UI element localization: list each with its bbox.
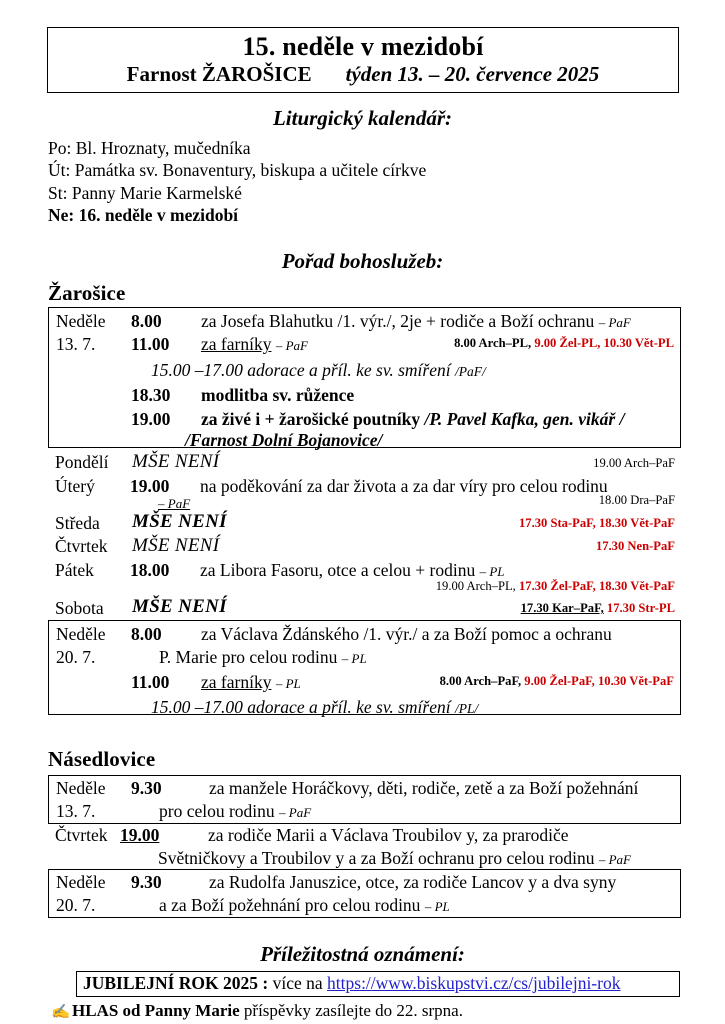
- day-label: Čtvrtek: [55, 536, 108, 556]
- liturgical-calendar-heading: Liturgický kalendář:: [272, 106, 453, 130]
- weekday-row-ctvrtek: [48, 536, 681, 559]
- table-row: [49, 670, 680, 695]
- priest-annotation: – PaF: [275, 338, 308, 353]
- day-label: Neděle: [56, 624, 106, 644]
- intention-body: za Libora Fasoru, otce a celou + rodinu: [200, 560, 476, 580]
- day-label: Sobota: [55, 598, 104, 618]
- jubilee-announcement-box: [76, 971, 680, 997]
- time-value: 18.00: [130, 560, 170, 580]
- table-row: [48, 476, 681, 499]
- intention-text: [159, 801, 311, 822]
- day-label: Pátek: [55, 560, 94, 580]
- priest-annotation: – PL: [424, 899, 450, 914]
- date-label: 20. 7.: [56, 895, 96, 915]
- date-label: 13. 7.: [56, 801, 96, 821]
- schedule-heading: Pořad bohoslužeb:: [281, 249, 444, 273]
- header-title-box: [47, 27, 679, 93]
- time-value: 11.00: [131, 672, 170, 692]
- adoration-body: 15.00 –17.00 adorace a příl. ke sv. smíření: [151, 697, 451, 717]
- list-item: Ne: 16. neděle v mezidobí: [48, 204, 239, 225]
- table-row: [48, 452, 681, 475]
- table-row: [49, 408, 680, 430]
- priest-annotation: – PL: [341, 651, 367, 666]
- other-parishes-note: [454, 336, 674, 351]
- parish-name: Farnost ŽAROŠICE: [126, 62, 312, 87]
- table-row: [49, 872, 680, 895]
- intention-text: na poděkování za dar života a za dar víry pro celou rodinu: [200, 476, 608, 496]
- table-row: [48, 598, 681, 621]
- other-parishes-note: 18.00 Dra–PaF: [598, 493, 675, 507]
- table-row: [48, 513, 681, 536]
- time-value: 9.30: [131, 778, 162, 798]
- table-row: [49, 695, 680, 718]
- intention-body: P. Marie pro celou rodinu: [159, 647, 338, 667]
- other-parishes-note: 19.00 Arch–PaF: [593, 456, 675, 470]
- adoration-body: 15.00 –17.00 adorace a příl. ke sv. smíření: [151, 360, 451, 380]
- day-label: Neděle: [56, 311, 106, 331]
- priest-annotation: – PaF: [598, 315, 631, 330]
- table-row: [49, 430, 680, 453]
- priest-annotation: /PL/: [454, 701, 479, 716]
- note-black-text: 19.00 Arch–PL,: [435, 579, 516, 593]
- nasedlovice-sunday-13-7-box: [48, 775, 681, 824]
- table-row: [49, 334, 680, 357]
- table-row: [48, 848, 681, 871]
- time-value: 8.00: [131, 624, 162, 644]
- intention-text: [201, 334, 308, 355]
- zarosice-sunday-20-7-box: [48, 620, 681, 715]
- day-label: Neděle: [56, 872, 106, 892]
- header-subtitle: [48, 62, 678, 87]
- day-label: Neděle: [56, 778, 106, 798]
- intention-body: za farníky: [201, 672, 272, 692]
- other-parishes-note: [521, 601, 675, 616]
- note-black: 8.00 Arch–PaF,: [439, 674, 522, 688]
- intention-text: za rodiče Marii a Václava Troubilov y, za prarodiče: [208, 825, 569, 845]
- jubilee-label: JUBILEJNÍ ROK 2025 :: [83, 973, 269, 993]
- intention-text: [159, 647, 367, 668]
- time-value: 19.00: [120, 825, 160, 845]
- day-label: Pondělí: [55, 452, 109, 472]
- time-value: 11.00: [131, 334, 170, 354]
- day-label: Středa: [55, 513, 100, 533]
- priest-annotation: – PaF: [598, 852, 631, 867]
- zarosice-sunday-13-7-box: [48, 307, 681, 448]
- table-row: [49, 647, 680, 670]
- intention-body: pro celou rodinu: [159, 801, 275, 821]
- announcements-heading: Příležitostná oznámení:: [260, 942, 465, 966]
- date-label: 20. 7.: [56, 647, 96, 667]
- intention-text: za Rudolfa Januszice, otce, za rodiče Lancov y a dva syny: [209, 872, 617, 892]
- table-row: [49, 357, 680, 383]
- table-row: [49, 778, 680, 801]
- note-red: 17.30 Str-PL: [606, 601, 675, 615]
- no-mass-label: MŠE NENÍ: [132, 535, 220, 556]
- priest-annotation: – PaF: [279, 805, 312, 820]
- liturgical-calendar-list: [48, 137, 688, 226]
- table-row: [49, 801, 680, 824]
- table-row: [49, 311, 680, 334]
- note-black: 8.00 Arch–PL,: [454, 336, 532, 350]
- other-parishes-note: [440, 674, 674, 689]
- intention-text: za Václava Ždánského /1. výr./ a za Boží pomoc a ochranu: [201, 624, 612, 644]
- weekday-row-sobota: [48, 598, 681, 621]
- time-value: 18.30: [131, 385, 171, 405]
- day-label: Čtvrtek: [55, 825, 108, 845]
- date-label: 13. 7.: [56, 334, 96, 354]
- priest-annotation: – PaF: [158, 496, 191, 511]
- other-parishes-note: 17.30 Sta-PaF, 18.30 Vět-PaF: [518, 516, 675, 530]
- celebrant-note: /P. Pavel Kafka, gen. vikář /: [424, 409, 625, 429]
- hlas-label: HLAS od Panny Marie: [72, 1001, 240, 1020]
- time-value: 8.00: [131, 311, 162, 331]
- hlas-text: příspěvky zasílejte do 22. srpna.: [243, 1001, 463, 1020]
- page-title: 15. neděle v mezidobí: [242, 32, 484, 61]
- time-value: 9.30: [131, 872, 162, 892]
- intention-body: za živé i + žarošické poutníky: [201, 409, 421, 429]
- celebrant-parish-note: /Farnost Dolní Bojanovice/: [185, 430, 383, 450]
- note-red: 17.30 Žel-PaF, 18.30 Vět-PaF: [518, 579, 675, 593]
- intention-text: [159, 895, 450, 916]
- adoration-text: [151, 360, 486, 381]
- table-row: [48, 536, 681, 559]
- other-parishes-note: 17.30 Nen-PaF: [595, 539, 675, 553]
- intention-text: modlitba sv. růžence: [201, 385, 355, 405]
- week-range: týden 13. – 20. července 2025: [345, 62, 600, 87]
- intention-text: [200, 560, 505, 581]
- priest-annotation: /PaF/: [454, 364, 486, 379]
- intention-text: [201, 672, 301, 693]
- intention-body: Světničkovy a Troubilov y a za Boží ochranu pro celou rodinu: [158, 848, 595, 868]
- note-black: [436, 579, 516, 593]
- no-mass-label: MŠE NENÍ: [132, 451, 220, 472]
- time-value: 19.00: [130, 476, 170, 496]
- intention-body: a za Boží požehnání pro celou rodinu: [159, 895, 421, 915]
- nasedlovice-thursday-row: [48, 825, 681, 871]
- note-red: 9.00 Žel-PL, 10.30 Vět-PL: [534, 336, 674, 350]
- priest-annotation: – PL: [275, 676, 301, 691]
- priest-annotation: – PL: [479, 564, 505, 579]
- intention-body: za Josefa Blahutku /1. výr./, 2je + rodiče a Boží ochranu: [201, 311, 595, 331]
- intention-text: [158, 848, 631, 869]
- pen-icon: ✍: [51, 1005, 71, 1020]
- intention-text: [201, 409, 624, 430]
- nasedlovice-sunday-20-7-box: [48, 869, 681, 918]
- note-black: 17.30 Kar–PaF,: [520, 601, 604, 615]
- table-row: [48, 825, 681, 848]
- table-row: [49, 624, 680, 647]
- table-row: [49, 895, 680, 918]
- jubilee-link[interactable]: https://www.biskupstvi.cz/cs/jubilejni-rok: [327, 973, 621, 993]
- hlas-announcement: [52, 1001, 463, 1021]
- list-item: Út: Památka sv. Bonaventury, biskupa a učitele církve: [48, 160, 427, 181]
- list-item: St: Panny Marie Karmelské: [48, 182, 242, 203]
- weekday-row-streda: [48, 513, 681, 536]
- adoration-text: [151, 697, 478, 718]
- table-row: [49, 383, 680, 408]
- time-value: 19.00: [131, 409, 171, 429]
- jubilee-text: více na: [272, 973, 323, 993]
- note-red: 9.00 Žel-PaF, 10.30 Vět-PaF: [524, 674, 674, 688]
- list-item: Po: Bl. Hroznaty, mučedníka: [48, 138, 251, 158]
- intention-text: za manžele Horáčkovy, děti, rodiče, zetě a za Boží požehnání: [209, 778, 639, 798]
- day-label: Úterý: [55, 476, 95, 496]
- intention-text: [201, 311, 631, 332]
- other-parishes-note: [436, 579, 675, 594]
- place-heading-nasedlovice: Násedlovice: [48, 747, 156, 771]
- place-heading-zarosice: Žarošice: [48, 281, 126, 305]
- no-mass-label: MŠE NENÍ: [132, 596, 227, 617]
- no-mass-label: MŠE NENÍ: [132, 511, 227, 532]
- weekday-row-pondeli: [48, 452, 681, 475]
- intention-body: za farníky: [201, 334, 272, 354]
